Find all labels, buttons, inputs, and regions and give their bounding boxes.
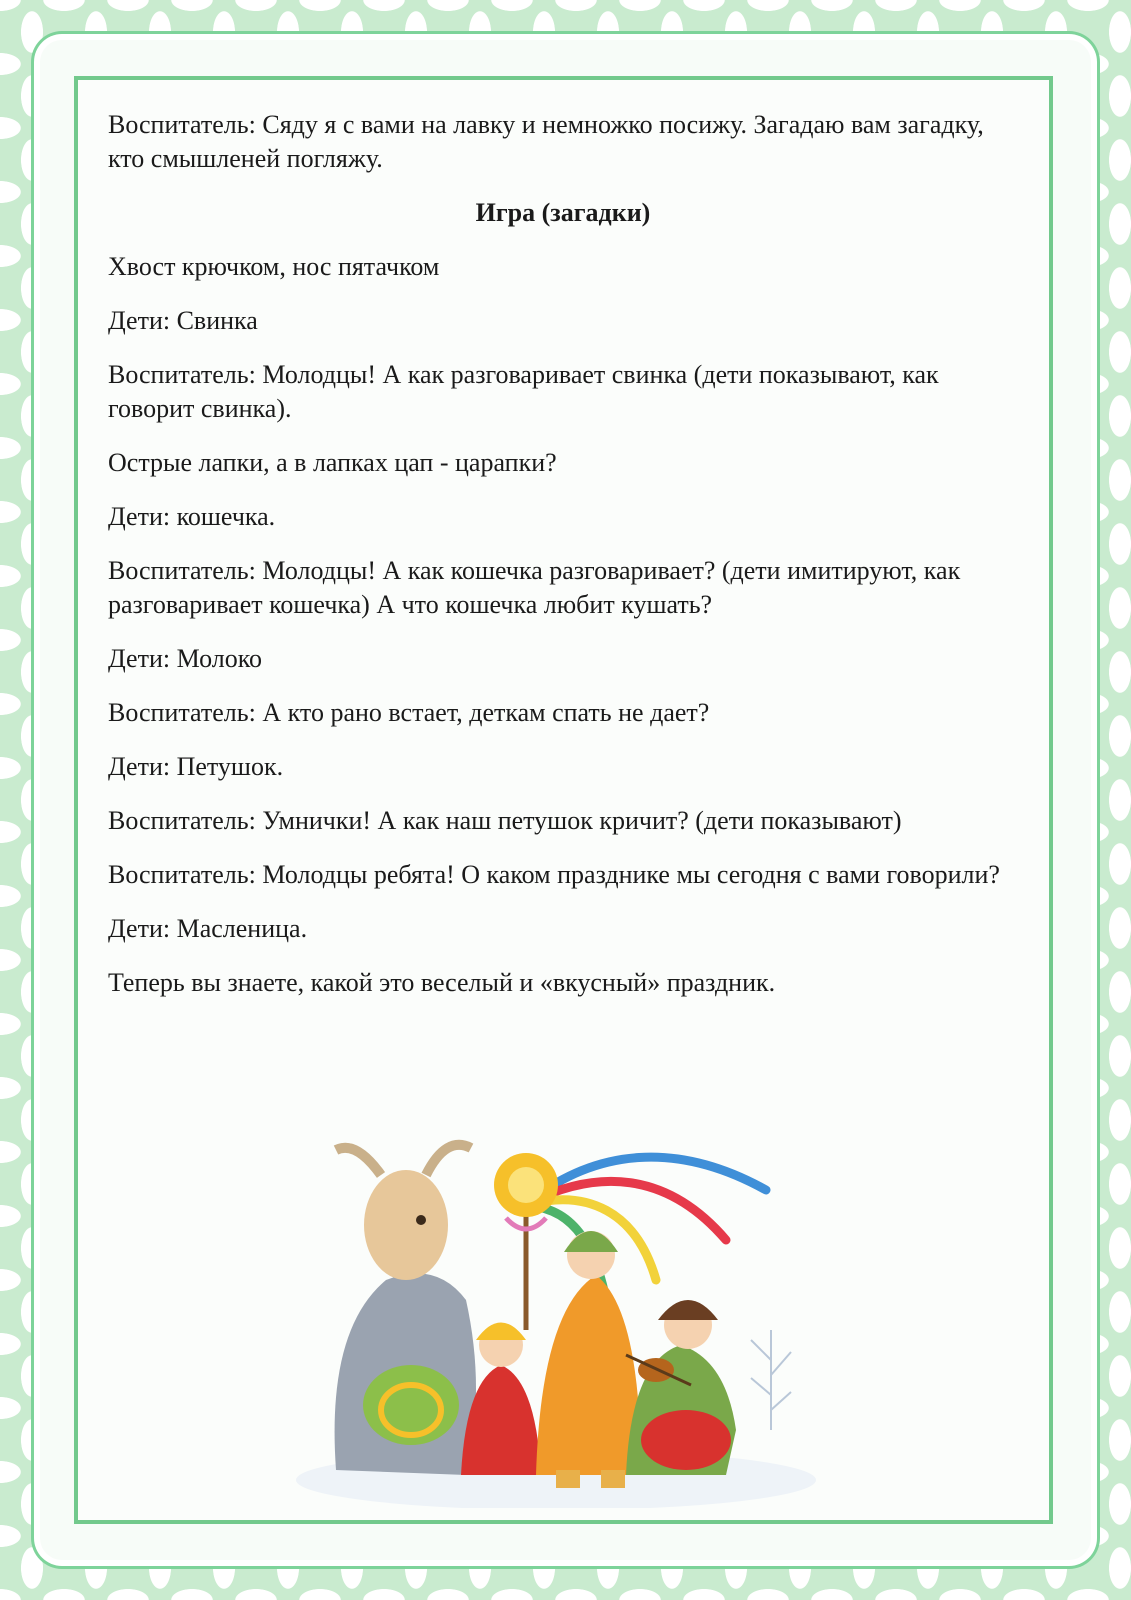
riddle-cat: Острые лапки, а в лапках цап - царапки?: [108, 448, 557, 477]
section-title: Игра (загадки): [475, 198, 651, 227]
answer-cat: Дети: кошечка.: [108, 502, 276, 531]
sun-icon: [494, 1153, 558, 1330]
maslenitsa-illustration: [296, 1130, 816, 1508]
paragraph-rooster-talk: Воспитатель: Умнички! А как наш петушок кричит? (дети показывают): [108, 806, 902, 835]
snowy-tree-icon: [751, 1330, 791, 1430]
document-text: [108, 108, 1018, 1020]
paragraph-holiday-question: Воспитатель: Молодцы ребята! О каком празднике мы сегодня с вами говорили?: [108, 860, 1000, 889]
goat-icon: [335, 1145, 476, 1475]
ribbons-icon: [531, 1157, 766, 1300]
tall-girl-icon: [536, 1231, 641, 1488]
riddle-pig: Хвост крючком, нос пятачком: [108, 252, 440, 281]
boy-violinist-icon: [626, 1300, 736, 1475]
answer-milk: Дети: Молоко: [108, 644, 263, 673]
answer-rooster: Дети: Петушок.: [108, 752, 284, 781]
paragraph-pig-talk: Воспитатель: Молодцы! А как разговаривает свинка (дети показывают, как говорит свинка).: [108, 360, 939, 423]
answer-holiday: Дети: Масленица.: [108, 914, 308, 943]
paragraph-cat-talk: Воспитатель: Молодцы! А как кошечка разговаривает? (дети имитируют, как разговаривает кошечка) А что кошечка любит кушать?: [108, 556, 961, 619]
riddle-rooster: Воспитатель: А кто рано встает, деткам спать не дает?: [108, 698, 710, 727]
paragraph-intro: Воспитатель: Сяду я с вами на лавку и немножко посижу. Загадаю вам загадку, кто смышленей погляжу.: [108, 110, 984, 173]
paragraph-closing: Теперь вы знаете, какой это веселый и «вкусный» праздник.: [108, 968, 776, 997]
answer-pig: Дети: Свинка: [108, 306, 258, 335]
